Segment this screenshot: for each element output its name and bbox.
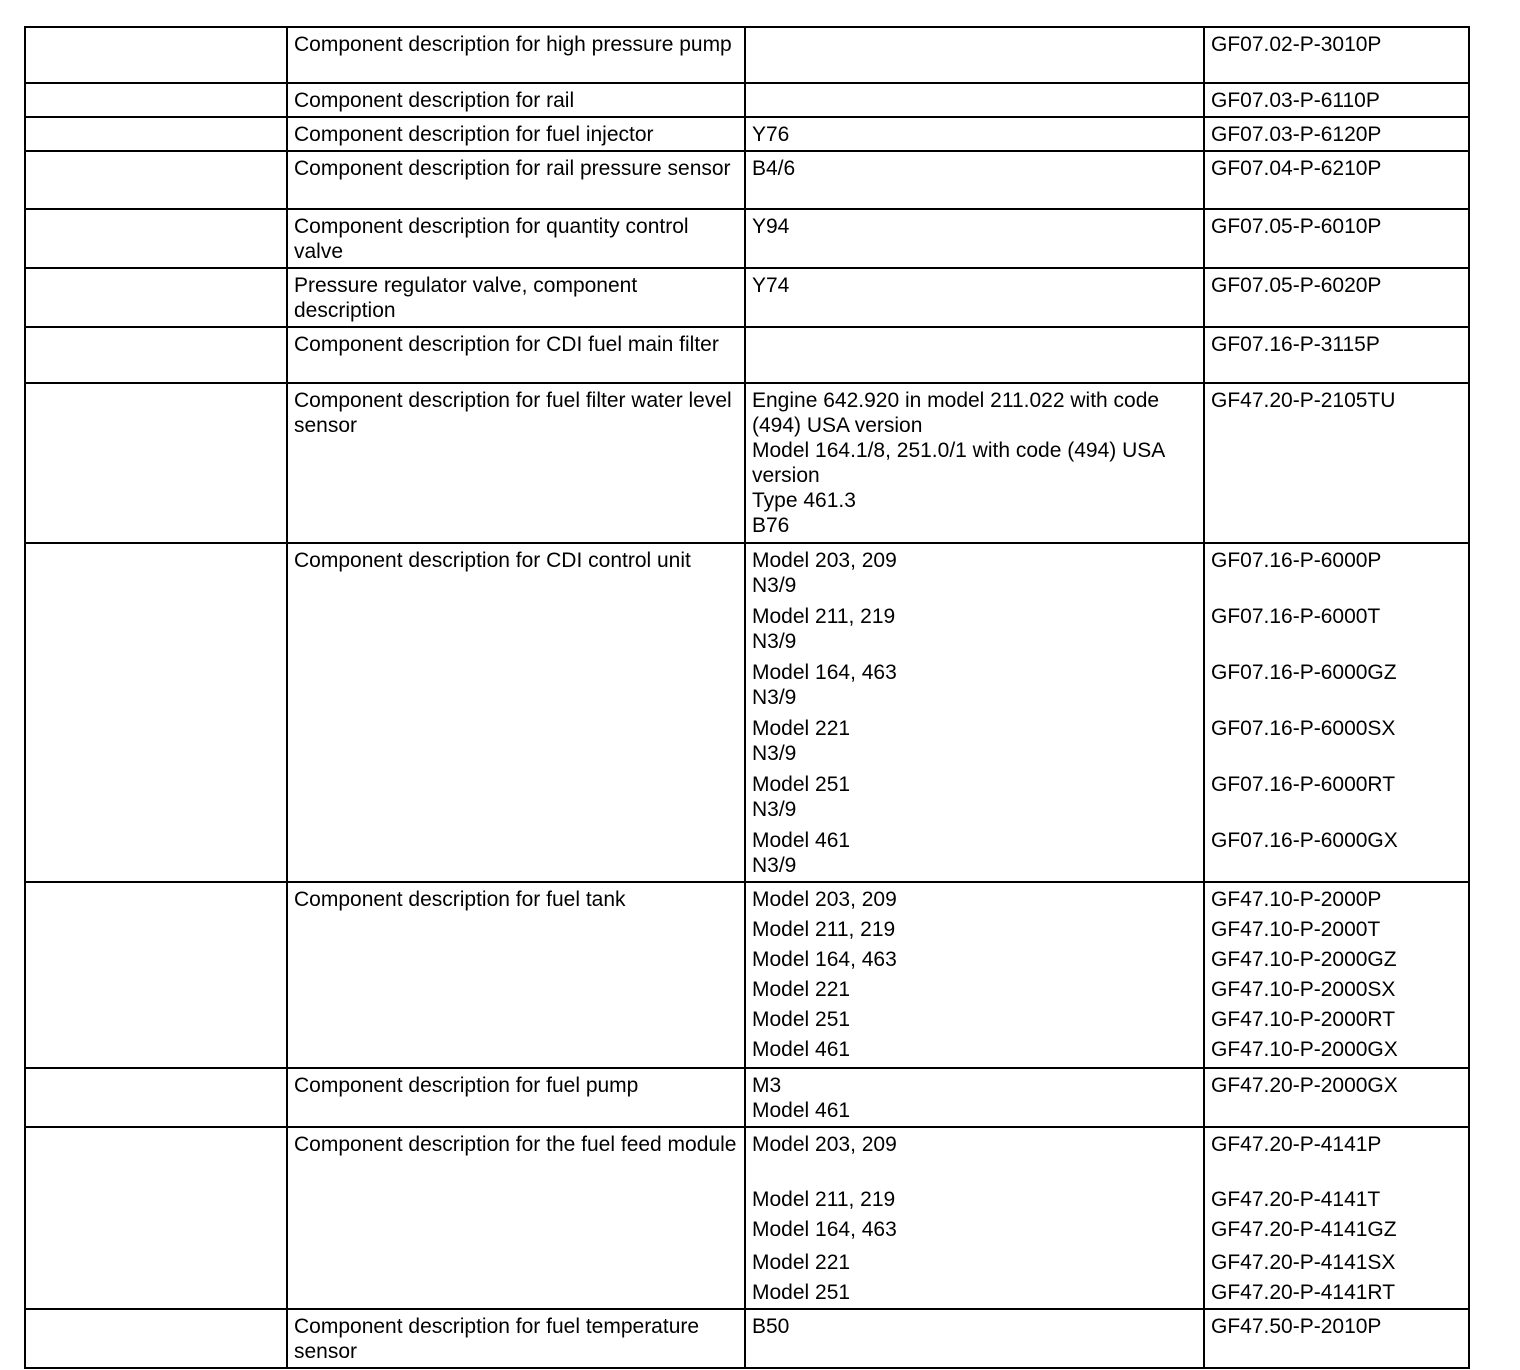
component-description: Component description for high pressure pump [287, 27, 745, 83]
applicability-cell: B50 [745, 1309, 1204, 1368]
document-reference[interactable]: GF47.20-P-4141RT [1211, 1281, 1396, 1304]
document-reference[interactable]: GF07.16-P-6000RT [1211, 773, 1396, 796]
empty-cell [25, 543, 287, 882]
empty-cell [25, 83, 287, 117]
table-row [25, 543, 1469, 882]
component-code: N3/9 [752, 742, 797, 765]
table-row [25, 117, 1469, 151]
document-reference[interactable]: GF47.20-P-2105TU [1204, 383, 1469, 543]
document-reference[interactable]: GF07.03-P-6120P [1204, 117, 1469, 151]
table-row [25, 1068, 1469, 1127]
document-reference[interactable]: GF07.16-P-6000GX [1211, 829, 1398, 852]
applicability-cell [745, 882, 1204, 1068]
component-description: Component description for CDI control unit [287, 543, 745, 882]
empty-cell [25, 268, 287, 327]
table-row [25, 151, 1469, 209]
model-label: Model 251 [752, 773, 851, 796]
model-label: Model 203, 209 [752, 888, 897, 911]
component-description: Pressure regulator valve, component description [287, 268, 745, 327]
model-label: Model 251 [752, 1281, 851, 1304]
table-row [25, 27, 1469, 83]
applicability-cell: B4/6 [745, 151, 1204, 209]
document-reference[interactable]: GF47.10-P-2000T [1211, 918, 1381, 941]
applicability-line: B76 [752, 514, 790, 537]
document-reference[interactable]: GF07.16-P-6000T [1211, 605, 1381, 628]
component-code: N3/9 [752, 630, 797, 653]
model-label: Model 203, 209 [752, 1133, 897, 1156]
empty-cell [25, 882, 287, 1068]
model-label: Model 211, 219 [752, 1188, 896, 1211]
applicability-line: Model 164.1/8, 251.0/1 with code (494) USA version [752, 439, 1165, 487]
component-description: Component description for rail pressure sensor [287, 151, 745, 209]
model-group [752, 772, 1197, 828]
model-group [752, 604, 1197, 660]
document-reference[interactable]: GF47.10-P-2000GX [1211, 1038, 1398, 1061]
document-reference[interactable]: GF47.20-P-4141T [1211, 1188, 1381, 1211]
empty-cell [25, 327, 287, 383]
table-row [25, 1127, 1469, 1309]
document-reference[interactable]: GF47.10-P-2000P [1211, 888, 1382, 911]
component-code: N3/9 [752, 854, 797, 877]
component-description: Component description for fuel injector [287, 117, 745, 151]
applicability-line: Type 461.3 [752, 489, 856, 512]
model-label: Model 221 [752, 717, 851, 740]
empty-cell [25, 117, 287, 151]
component-description: Component description for the fuel feed module [287, 1127, 745, 1309]
empty-cell [25, 1127, 287, 1309]
document-reference[interactable]: GF07.02-P-3010P [1204, 27, 1469, 83]
table-row [25, 882, 1469, 1068]
applicability-cell: Y94 [745, 209, 1204, 268]
table-row [25, 83, 1469, 117]
model-group [752, 660, 1197, 716]
table-row [25, 1309, 1469, 1368]
applicability-cell [745, 543, 1204, 882]
document-reference[interactable]: GF47.20-P-2000GX [1204, 1068, 1469, 1127]
component-code: N3/9 [752, 798, 797, 821]
applicability-cell [745, 27, 1204, 83]
model-label: Model 211, 219 [752, 605, 896, 628]
model-label: Model 461 [752, 1038, 851, 1061]
empty-cell [25, 27, 287, 83]
component-code: N3/9 [752, 574, 797, 597]
model-label: Model 164, 463 [752, 1218, 897, 1241]
model-label: Model 203, 209 [752, 549, 897, 572]
empty-cell [25, 1309, 287, 1368]
model-label: Model 164, 463 [752, 948, 897, 971]
model-label: Model 221 [752, 1251, 851, 1274]
applicability-cell: Y76 [745, 117, 1204, 151]
model-label: Model 211, 219 [752, 918, 896, 941]
model-label: Model 251 [752, 1008, 851, 1031]
document-reference-cell [1204, 1127, 1469, 1309]
model-label: Model 221 [752, 978, 851, 1001]
component-description: Component description for fuel filter water level sensor [287, 383, 745, 543]
document-reference[interactable]: GF07.04-P-6210P [1204, 151, 1469, 209]
document-reference[interactable]: GF07.16-P-3115P [1204, 327, 1469, 383]
table-row [25, 209, 1469, 268]
component-description: Component description for fuel temperature sensor [287, 1309, 745, 1368]
document-reference[interactable]: GF07.16-P-6000SX [1211, 717, 1396, 740]
empty-cell [25, 383, 287, 543]
document-reference[interactable]: GF47.10-P-2000RT [1211, 1008, 1396, 1031]
document-reference[interactable]: GF47.20-P-4141SX [1211, 1251, 1396, 1274]
empty-cell [25, 1068, 287, 1127]
component-description: Component description for fuel pump [287, 1068, 745, 1127]
document-reference-cell [1204, 882, 1469, 1068]
document-reference-cell [1204, 543, 1469, 882]
applicability-line: Engine 642.920 in model 211.022 with code (494) USA version [752, 389, 1160, 437]
applicability-line: M3 [752, 1074, 782, 1097]
model-label: Model 461 [752, 829, 851, 852]
applicability-cell [745, 1127, 1204, 1309]
model-group [752, 548, 1197, 604]
empty-cell [25, 151, 287, 209]
document-reference[interactable]: GF47.20-P-4141GZ [1211, 1218, 1397, 1241]
applicability-cell: Y74 [745, 268, 1204, 327]
component-description: Component description for quantity control valve [287, 209, 745, 268]
empty-cell [25, 209, 287, 268]
table-row [25, 383, 1469, 543]
document-reference[interactable]: GF07.16-P-6000GZ [1211, 661, 1397, 684]
document-reference[interactable]: GF47.50-P-2010P [1204, 1309, 1469, 1368]
applicability-cell [745, 83, 1204, 117]
applicability-cell [745, 1068, 1204, 1127]
table-row [25, 327, 1469, 383]
component-code: N3/9 [752, 686, 797, 709]
model-group [752, 716, 1197, 772]
document-reference[interactable]: GF47.10-P-2000GZ [1211, 948, 1397, 971]
document-reference[interactable]: GF07.03-P-6110P [1204, 83, 1469, 117]
document-reference[interactable]: GF47.10-P-2000SX [1211, 978, 1396, 1001]
model-label: Model 164, 463 [752, 661, 897, 684]
component-description: Component description for fuel tank [287, 882, 745, 1068]
document-reference[interactable]: GF07.05-P-6010P [1204, 209, 1469, 268]
document-reference[interactable]: GF07.05-P-6020P [1204, 268, 1469, 327]
applicability-line: Model 461 [752, 1099, 851, 1122]
document-reference[interactable]: GF47.20-P-4141P [1211, 1133, 1382, 1156]
component-description: Component description for rail [287, 83, 745, 117]
component-description: Component description for CDI fuel main filter [287, 327, 745, 383]
component-reference-table [24, 26, 1470, 1369]
applicability-cell [745, 327, 1204, 383]
table-row [25, 268, 1469, 327]
document-reference[interactable]: GF07.16-P-6000P [1211, 549, 1382, 572]
applicability-cell [745, 383, 1204, 543]
model-group [752, 828, 1197, 878]
